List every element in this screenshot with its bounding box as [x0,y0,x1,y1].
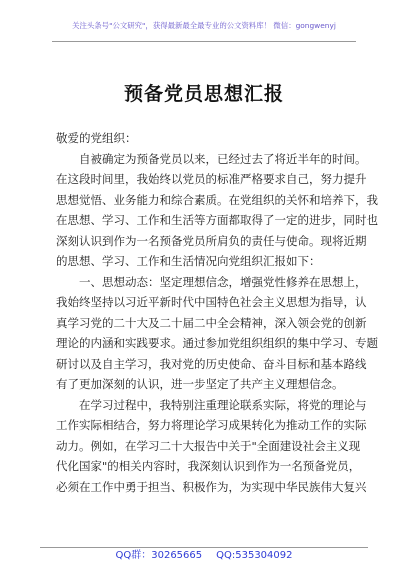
header-divider [52,41,356,42]
paragraph-line: 一、思想动态：坚定理想信念，增强党性修养在思想上， [79,274,367,289]
paragraph-line: 工作实际相结合，努力将理论学习成果转化为推动工作的实际 [56,418,367,432]
paragraph-line: 有了更加深刻的认识，进一步坚定了共产主义理想信念。 [56,377,344,391]
salutation: 敬爱的党组织： [56,131,137,145]
paragraph-line: 研讨以及自主学习，我对党的历史使命、奋斗目标和基本路线 [56,356,367,371]
footer-qq-group: QQ群：30265665 [115,550,203,561]
paragraph-line: 在思想、学习、工作和生活等方面都取得了一定的进步，同时也 [56,213,378,227]
paragraph-line: 在学习过程中，我特别注重理论联系实际，将党的理论与 [79,397,367,412]
footer [0,546,408,561]
paragraph-line: 思想觉悟、业务能力和综合素质。在党组织的关怀和培养下，我 [56,192,378,207]
document-title: 预备党员思想汇报 [123,83,284,105]
document-body [56,128,378,497]
paragraph-line: 深刻认识到作为一名预备党员所肩负的责任与使命。现将近期 [56,233,367,248]
paragraph-line: 在这段时间里，我始终以党员的标准严格要求自己，努力提升 [56,172,367,186]
paragraph-line: 必须在工作中勇于担当、积极作为，为实现中华民族伟大复兴 [56,479,367,494]
paragraph-line: 理论的内涵和实践要求。通过参加党组织组织的集中学习、专题 [56,336,378,350]
paragraph-line: 的思想、学习、工作和生活情况向党组织汇报如下： [56,254,321,268]
paragraph-line: 代化国家"的相关内容时，我深刻认识到作为一名预备党员， [56,459,361,473]
paragraph-line: 我始终坚持以习近平新时代中国特色社会主义思想为指导，认 [56,295,367,309]
paragraph-line: 真学习党的二十大及二十届二中全会精神，深入领会党的创新 [56,315,367,330]
footer-qq: QQ:535304092 [216,550,293,561]
paragraph-line: 动力。例如，在学习二十大报告中关于"全面建设社会主义现 [56,438,361,453]
header-note: 关注头条号"公文研究"，获得最新最全最专业的公文资料库！ 微信：gongwenyj [72,21,336,30]
paragraph-line: 自被确定为预备党员以来，已经过去了将近半年的时间。 [79,151,367,166]
